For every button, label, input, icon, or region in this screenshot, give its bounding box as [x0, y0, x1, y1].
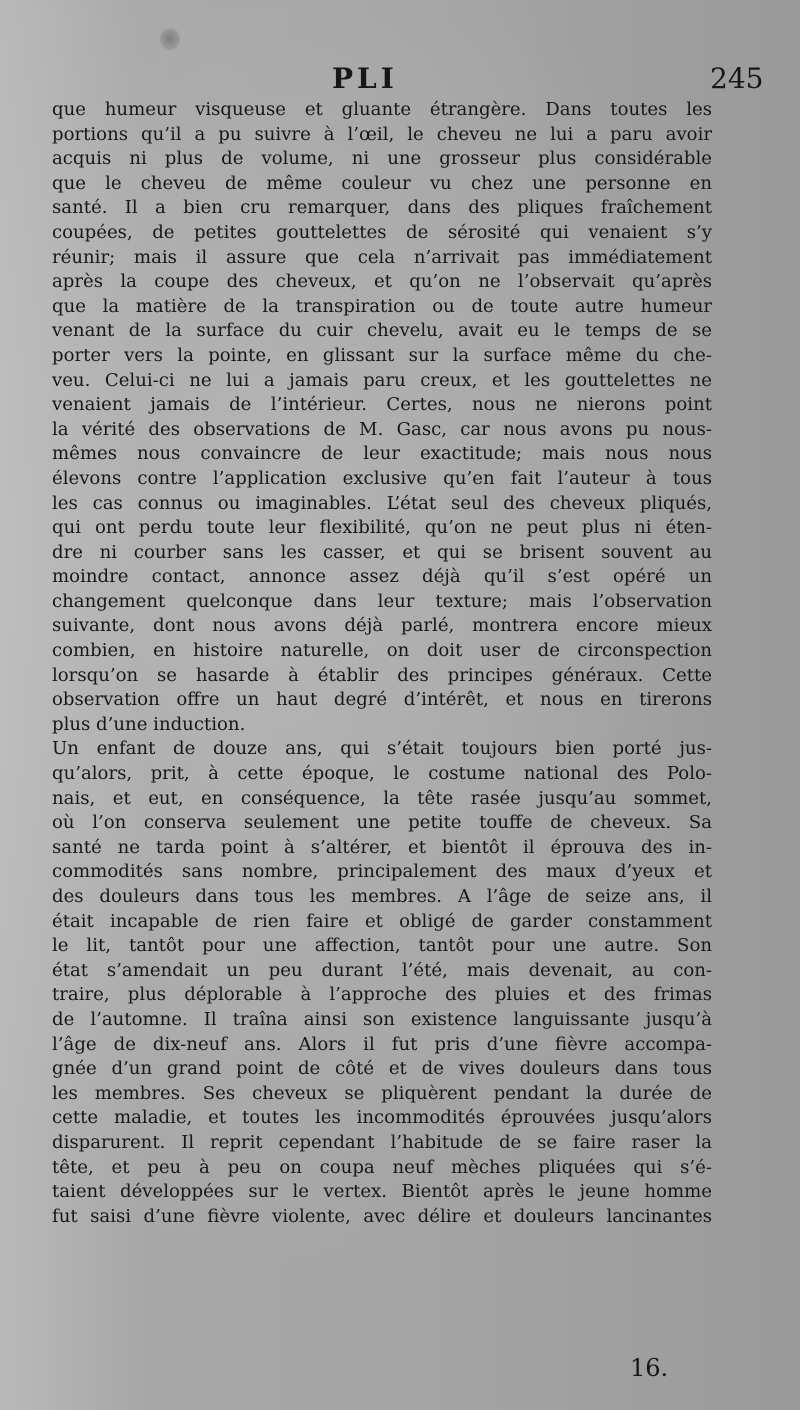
text-line: disparurent. Il reprit cependant l’habitude de se faire raser la	[52, 1131, 712, 1153]
text-line: le lit, tantôt pour une affection, tantôt pour une autre. Son	[52, 935, 712, 957]
text-line: fut saisi d’une fièvre violente, avec délire et douleurs lancinantes	[52, 1205, 712, 1227]
text-line: venaient jamais de l’intérieur. Certes, nous ne nierons point	[52, 394, 712, 416]
text-line: des douleurs dans tous les membres. A l’âge de seize ans, il	[52, 886, 712, 907]
text-line: taient développées sur le vertex. Bientôt après le jeune homme	[52, 1181, 712, 1203]
text-line: combien, en histoire naturelle, on doit user de circonspection	[52, 640, 712, 662]
text-line: moindre contact, annonce assez déjà qu’il s’est opéré un	[52, 566, 712, 588]
text-line: tête, et peu à peu on coupa neuf mèches pliquées qui s’é-	[52, 1156, 712, 1178]
text-line: santé. Il a bien cru remarquer, dans des pliques fraîchement	[52, 197, 712, 219]
text-line: lorsqu’on se hasarde à établir des principes généraux. Cette	[52, 664, 712, 686]
page-header	[0, 62, 800, 96]
text-line: suivante, dont nous avons déjà parlé, montrera encore mieux	[52, 615, 712, 637]
text-line: était incapable de rien faire et obligé de garder constamment	[52, 910, 712, 932]
text-line: coupées, de petites gouttelettes de sérosité qui venaient s’y	[52, 221, 712, 243]
text-line: porter vers la pointe, en glissant sur la surface même du che-	[52, 344, 712, 366]
text-line: changement quelconque dans leur texture; mais l’observation	[52, 590, 712, 612]
text-line: observation offre un haut degré d’intérêt, et nous en tirerons	[52, 689, 712, 711]
text-line: gnée d’un grand point de côté et de vives douleurs dans tous	[52, 1058, 712, 1080]
text-line: élevons contre l’application exclusive qu’en fait l’auteur à tous	[52, 467, 712, 489]
text-line: acquis ni plus de volume, ni une grosseur plus considérable	[52, 148, 712, 170]
text-line: l’âge de dix-neuf ans. Alors il fut pris d’une fièvre accompa-	[52, 1033, 712, 1055]
running-head: PLI	[332, 62, 398, 95]
text-line: qui ont perdu toute leur flexibilité, qu’on ne peut plus ni éten-	[52, 517, 712, 539]
text-line: venant de la surface du cuir chevelu, avait eu le temps de se	[52, 320, 712, 342]
text-line: dre ni courber sans les casser, et qui se brisent souvent au	[52, 541, 712, 563]
text-line: où l’on conserva seulement une petite touffe de cheveux. Sa	[52, 812, 712, 834]
ink-smudge	[160, 28, 180, 50]
text-line: veu. Celui-ci ne lui a jamais paru creux, et les gouttelettes ne	[52, 369, 712, 391]
text-line: Un enfant de douze ans, qui s’était toujours bien porté jus-	[52, 738, 712, 760]
text-line: traire, plus déplorable à l’approche des pluies et des frimas	[52, 984, 712, 1006]
text-line: la vérité des observations de M. Gasc, car nous avons pu nous-	[52, 418, 712, 440]
text-line: les cas connus ou imaginables. L’état seul des cheveux pliqués,	[52, 492, 712, 514]
text-line: plus d’une induction.	[52, 713, 246, 735]
text-line: cette maladie, et toutes les incommodités éprouvées jusqu’alors	[52, 1107, 712, 1129]
text-line: que humeur visqueuse et gluante étrangère. Dans toutes les	[52, 99, 712, 120]
text-line: qu’alors, prit, à cette époque, le costume national des Polo-	[52, 763, 712, 785]
text-line: commodités sans nombre, principalement des maux d’yeux et	[52, 861, 712, 883]
text-line: de l’automne. Il traîna ainsi son existence languissante jusqu’à	[52, 1008, 712, 1030]
text-line: état s’amendait un peu durant l’été, mais devenait, au con-	[52, 959, 712, 981]
text-line: nais, et eut, en conséquence, la tête rasée jusqu’au sommet,	[52, 787, 712, 809]
text-line: après la coupe des cheveux, et qu’on ne l’observait qu’après	[52, 271, 712, 293]
text-line: mêmes nous convaincre de leur exactitude; mais nous nous	[52, 443, 712, 465]
text-line: portions qu’il a pu suivre à l’œil, le cheveu ne lui a paru avoir	[52, 123, 712, 145]
catchword: 16.	[630, 1354, 669, 1382]
text-line: que le cheveu de même couleur vu chez une personne en	[52, 172, 712, 194]
text-line: les membres. Ses cheveux se pliquèrent pendant la durée de	[52, 1082, 712, 1104]
text-line: santé ne tarda point à s’altérer, et bientôt il éprouva des in-	[52, 836, 712, 858]
text-line: que la matière de la transpiration ou de toute autre humeur	[52, 295, 712, 317]
text-line: réunir; mais il assure que cela n’arrivait pas immédiatement	[52, 246, 712, 268]
page-number: 245	[710, 62, 764, 95]
body-text	[52, 98, 712, 1229]
